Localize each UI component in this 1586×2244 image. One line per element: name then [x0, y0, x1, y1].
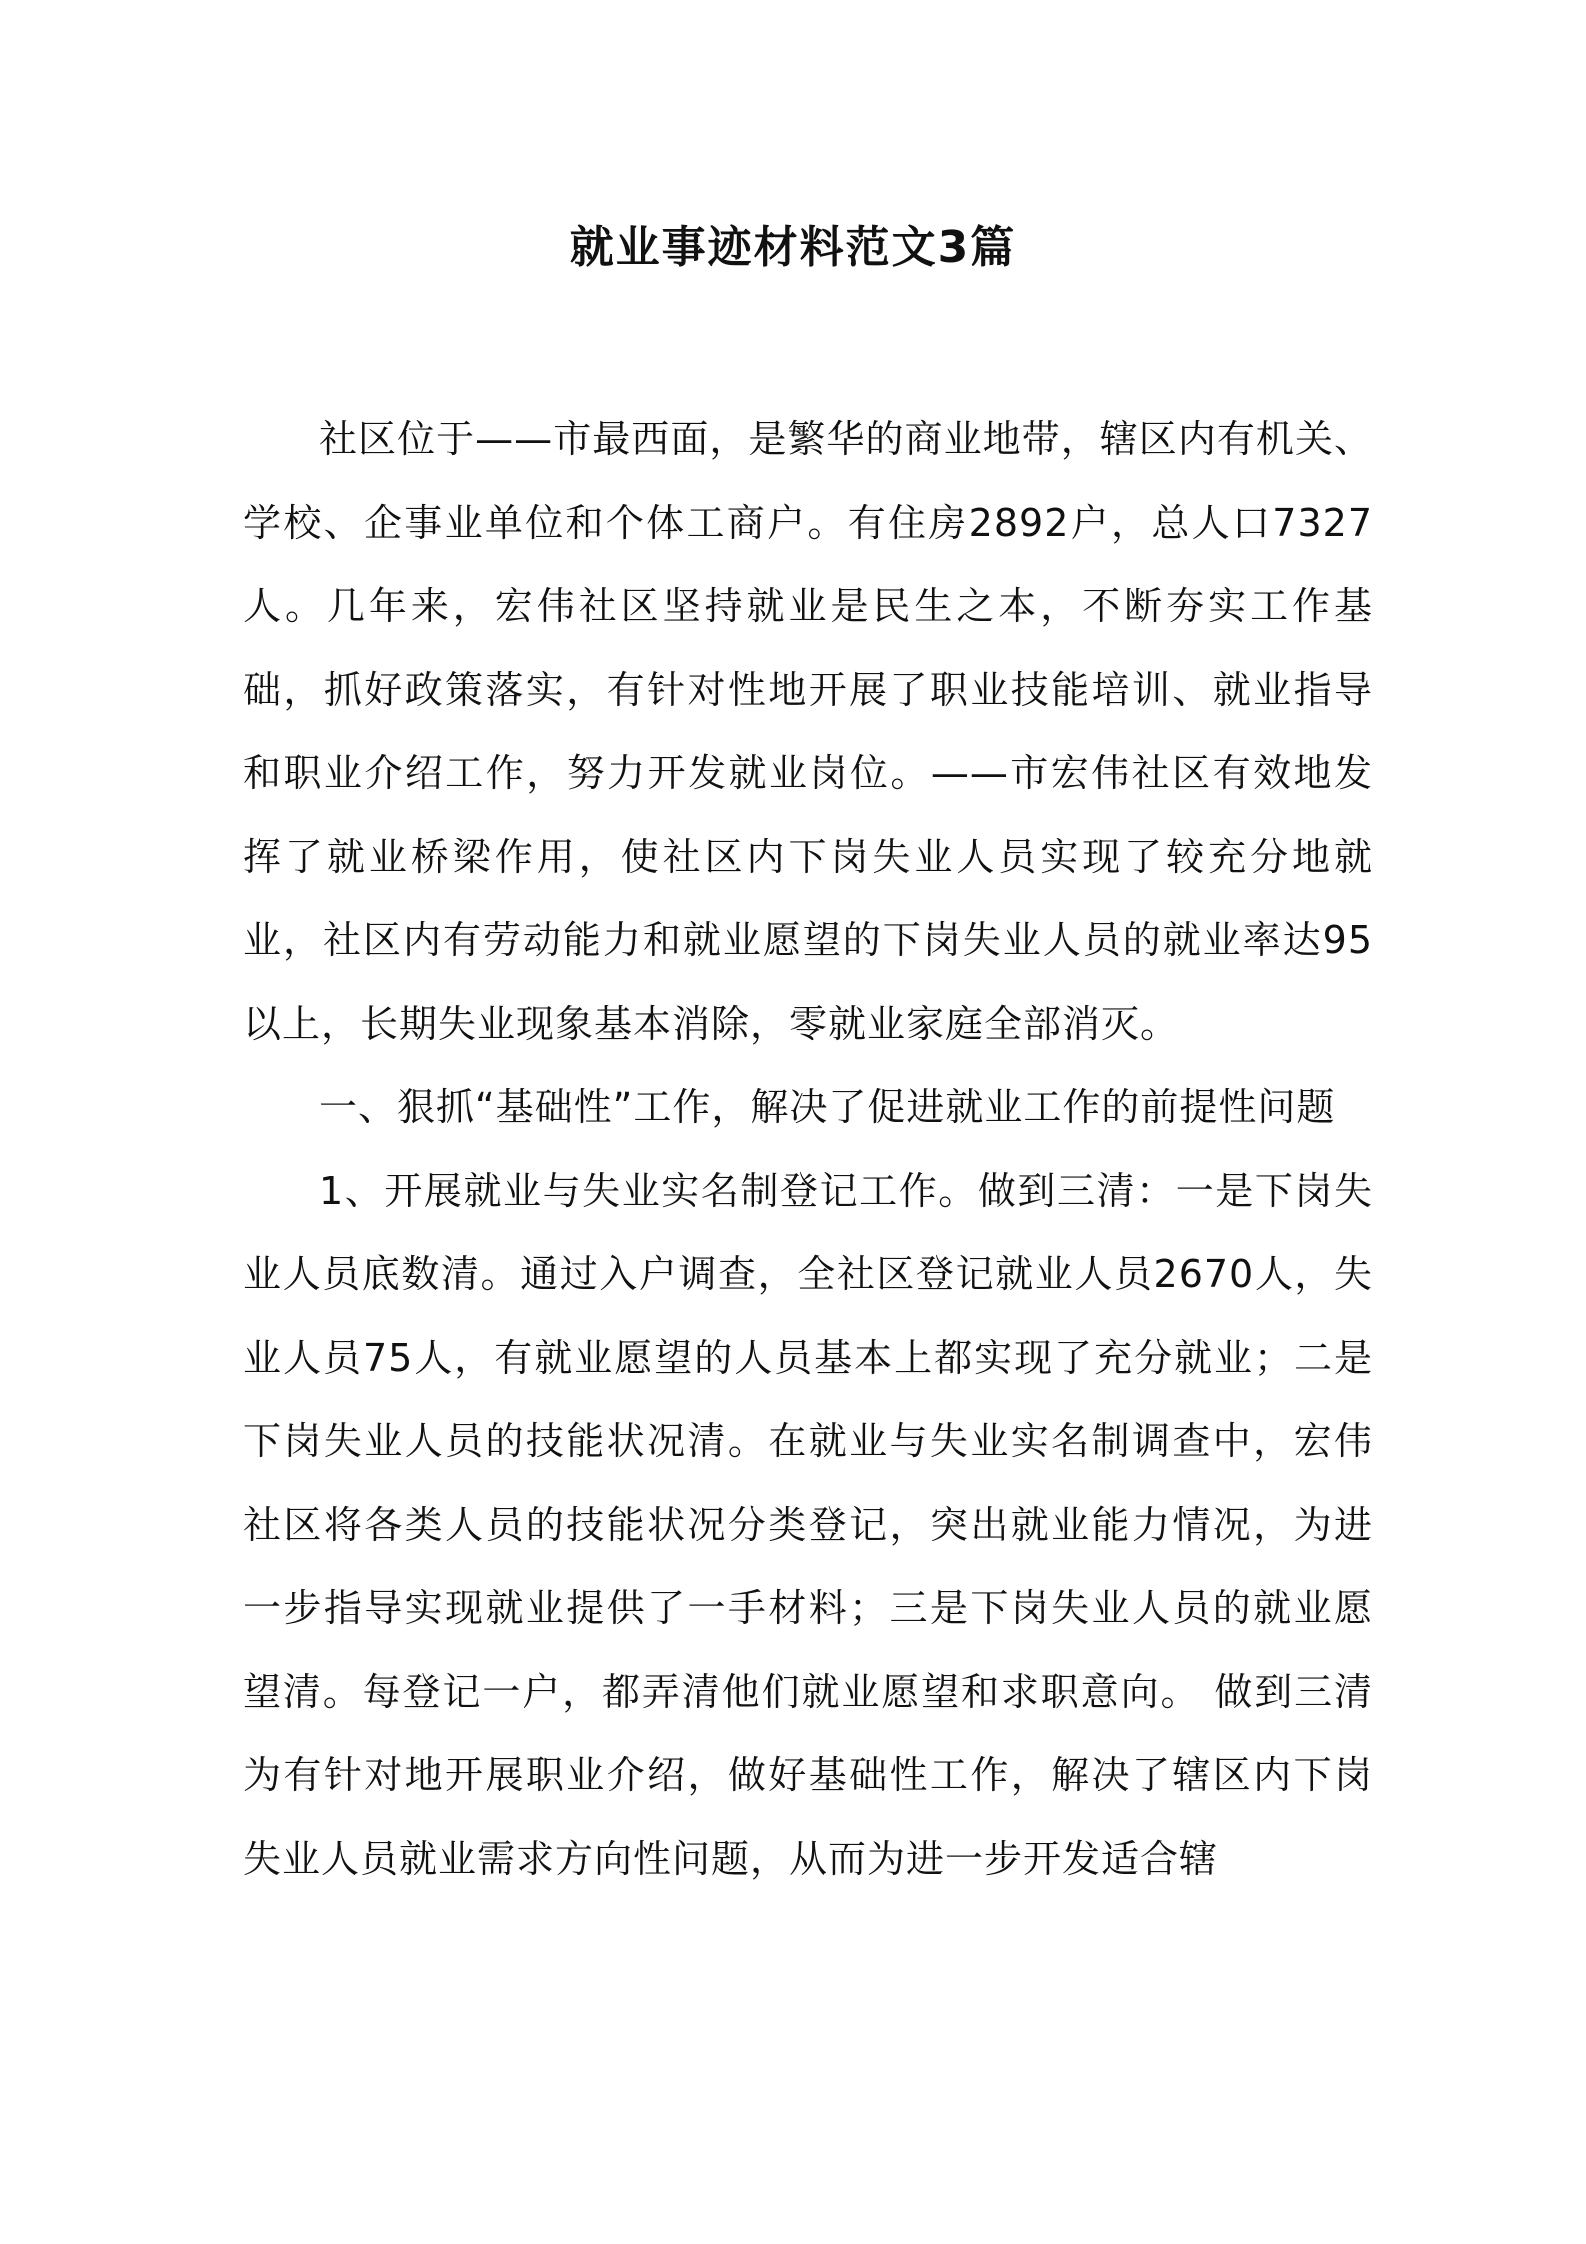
document-body — [243, 398, 1373, 1901]
paragraph-item-1: 1、开展就业与失业实名制登记工作。做到三清：一是下岗失业人员底数清。通过入户调查，全社区登记就业人员2670人，失业人员75人，有就业愿望的人员基本上都实现了充分就业；二是下岗失业人员的技能状况清。在就业与失业实名制调查中，宏伟社区将各类人员的技能状况分类登记，突出就业能力情况，为进一步指导实现就业提供了一手材料；三是下岗失业人员的就业愿望清。每登记一户，都弄清他们就业愿望和求职意向。 做到三清为有针对地开展职业介绍，做好基础性工作，解决了辖区内下岗失业人员就业需求方向性问题，从而为进一步开发适合辖 — [243, 1168, 1373, 1881]
paragraph-intro: 社区位于——市最西面，是繁华的商业地带，辖区内有机关、学校、企事业单位和个体工商户。有住房2892户，总人口7327人。几年来，宏伟社区坚持就业是民生之本，不断夯实工作基础，抓好政策落实，有针对性地开展了职业技能培训、就业指导和职业介绍工作，努力开发就业岗位。——市宏伟社区有效地发挥了就业桥梁作用，使社区内下岗失业人员实现了较充分地就业，社区内有劳动能力和就业愿望的下岗失业人员的就业率达95以上，长期失业现象基本消除，零就业家庭全部消灭。 — [243, 417, 1373, 1046]
document-title: 就业事迹材料范文3篇 — [569, 222, 1017, 273]
section-heading-1: 一、狠抓“基础性”工作，解决了促进就业工作的前提性问题 — [319, 1085, 1336, 1129]
